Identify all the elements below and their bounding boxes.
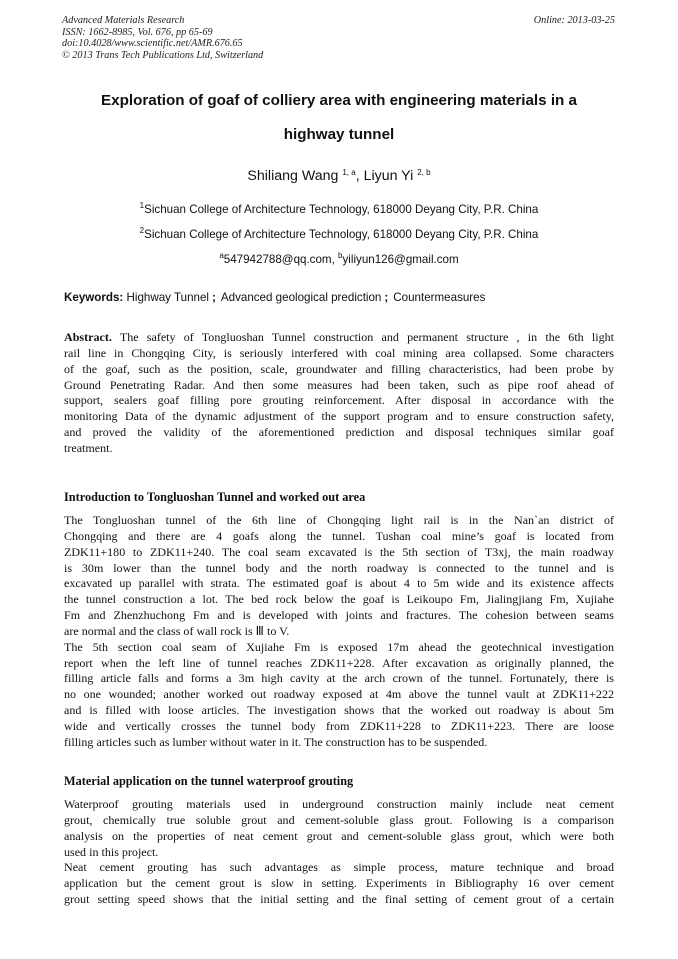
abstract-line: rail line in Chongqing City, is seriously interfered with coal mining area collapsed. Some characters: [64, 345, 614, 360]
body-line: filling article falls and forms a 3m high cavity at the arch crown of the tunnel. Fortunately, there is: [64, 671, 614, 686]
paper-title-line-1: Exploration of goaf of colliery area with engineering materials in a: [101, 92, 577, 109]
abstract-line: and proved the validity of the aforementioned prediction and disposal techniques similar goaf: [64, 425, 614, 440]
body-line: filling articles such as lumber without water in it. The construction has to be suspended.: [64, 734, 488, 749]
email-marker: a: [219, 251, 224, 260]
keywords: [64, 291, 485, 304]
body-line: excavated up parallel with strata. The estimated goaf is about 4 to 5m wide and its existence affects: [64, 576, 614, 591]
body-line: application but the cement grout is slow in setting. Experiments in Bibliography 16 over cement: [64, 876, 614, 891]
keyword-item: Countermeasures: [393, 291, 486, 304]
body-line: ZDK11+180 to ZDK11+240. The coal seam excavated is the 5th section of T3xj, the main roadway: [64, 544, 614, 559]
abstract-line: of the goaf, such as the position, scale, groundwater and filling characteristics, had been probe by: [64, 361, 614, 376]
abstract-line: treatment.: [64, 440, 113, 455]
running-header: [62, 15, 263, 61]
abstract-line: [64, 330, 614, 346]
doi-line: doi:10.4028/www.scientific.net/AMR.676.65: [62, 38, 243, 50]
section-heading-material-application: Material application on the tunnel waterproof grouting: [64, 774, 354, 788]
affiliation-text: Sichuan College of Architecture Technology, 618000 Deyang City, P.R. China: [144, 228, 539, 241]
body-line: The Tongluoshan tunnel of the 6th line of Chongqing light rail is in the Nan`an district of: [64, 513, 614, 527]
keyword-item: Highway Tunnel: [126, 291, 210, 304]
body-line: The 5th section coal seam of Xujiahe Fm is exposed 17m ahead the geotechnical investigation: [64, 639, 614, 654]
body-line: Chongqing and there are 4 goafs along the tunnel. Tushan coal mine’s goaf is located from: [64, 528, 614, 543]
body-line: no one wounded; another worked out roadway exposed at 4m above the tunnel vault at ZDK11+222: [64, 687, 614, 702]
abstract-line: support, sealers goaf filling pore grouting reinforcement. After disposal in accordance with the: [64, 393, 614, 408]
body-line: Waterproof grouting materials used in underground construction mainly include neat cement: [64, 797, 614, 811]
affiliation-text: Sichuan College of Architecture Technology, 618000 Deyang City, P.R. China: [144, 203, 539, 216]
keyword-separator: ;: [212, 291, 216, 304]
body-line: wide and vertically crosses the tunnel body from ZDK11+228 to ZDK11+223. There are loose: [64, 718, 614, 733]
body-line: grout setting speed shows that the initial setting and the final setting of cement grout of a certain: [64, 892, 614, 907]
body-line: is 30m lower than the tunnel body and the north roadway is connected to the tunnel and is: [64, 560, 614, 575]
body-line: grout, chemically true soluble grout and cement-soluble glass grout. Following is a comparison: [64, 812, 614, 827]
email-link[interactable]: 547942788@qq.com,: [223, 253, 335, 266]
author-emails: [40, 253, 638, 266]
body-line: and is filled with loose articles. The investigation shows that the worked out roadway is about 5m: [64, 703, 614, 718]
keyword-item: Advanced geological prediction: [220, 291, 382, 304]
body-line: the tunnel construction a lot. The bed rock below the goaf is Leikoupo Fm, Jialingjiang Fm, Xujiahe: [64, 592, 614, 607]
section-heading-introduction: Introduction to Tongluoshan Tunnel and worked out area: [64, 490, 366, 504]
copyright-line: © 2013 Trans Tech Publications Ltd, Switzerland: [62, 49, 264, 61]
affiliation-2: [40, 228, 638, 241]
paper-title-line-2: highway tunnel: [283, 126, 395, 143]
affiliation-marker: 1: [139, 201, 145, 210]
abstract: [64, 330, 614, 457]
author-list: [40, 168, 638, 184]
issn-line: ISSN: 1662-8985, Vol. 676, pp 65-69: [62, 26, 213, 38]
affiliation-marker: 2: [139, 226, 145, 235]
body-line: Fm and Zhenzhuchong Fm and is developed with joints and fractures. The cohesion between seams: [64, 608, 614, 623]
body-line: are normal and the class of wall rock is Ⅲ to V.: [64, 623, 290, 638]
keyword-separator: ;: [384, 291, 389, 304]
body-line: report when the left line of tunnel reaches ZDK11+228. After excavation as originally planned, the: [64, 655, 614, 670]
section-body-introduction: [64, 513, 614, 751]
author-affiliation-marker: 2, b: [417, 168, 431, 177]
author-affiliation-marker: 1, a: [342, 168, 356, 177]
body-line: used in this project.: [64, 844, 159, 859]
author-name: Shiliang Wang: [247, 168, 339, 184]
keywords-label: Keywords:: [64, 291, 124, 304]
abstract-line: monitoring Data of the dynamic adjustment of the support program and to ensure construction safety,: [64, 409, 614, 424]
body-line: analysis on the properties of neat cement grout and cement-soluble glass grout, which were both: [64, 828, 614, 843]
section-body-material-application: [64, 797, 614, 908]
author-name: Liyun Yi: [363, 168, 414, 184]
journal-name: Advanced Materials Research: [62, 15, 185, 26]
author-separator: ,: [355, 168, 364, 184]
abstract-label: Abstract.: [64, 330, 112, 344]
abstract-line: Ground Penetrating Radar. And then some measures had been taken, such as pipe roof ahead of: [64, 377, 614, 392]
body-line: Neat cement grouting has such advantages as simple process, mature technique and broad: [64, 860, 614, 875]
abstract-text: The safety of Tongluoshan Tunnel construction and permanent structure , in the 6th light: [111, 330, 614, 344]
email-marker: b: [338, 251, 343, 260]
affiliation-1: [40, 203, 638, 216]
email-link[interactable]: yiliyun126@gmail.com: [342, 253, 459, 266]
online-date: Online: 2013-03-25: [533, 15, 615, 26]
